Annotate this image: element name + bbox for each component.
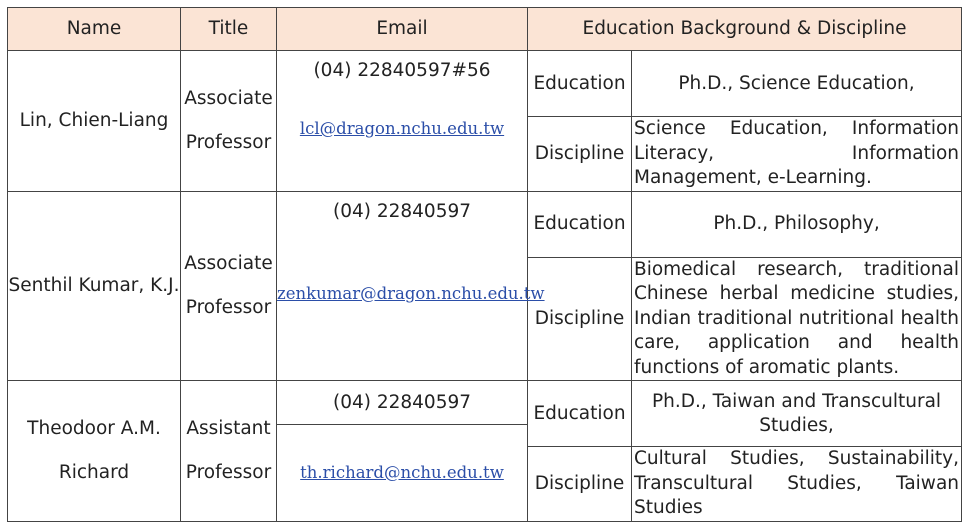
title-line: Associate xyxy=(184,87,273,109)
header-row xyxy=(8,8,962,51)
title-line: Professor xyxy=(185,461,272,483)
phone-number: (04) 22840597 xyxy=(332,200,472,222)
education-label: Education xyxy=(528,51,632,117)
faculty-name: Lin, Chien-Liang xyxy=(8,51,181,192)
faculty-title xyxy=(181,191,277,381)
faculty-table xyxy=(7,7,962,522)
email-cell xyxy=(277,425,528,522)
discipline-label: Discipline xyxy=(528,447,632,522)
title-line: Professor xyxy=(185,131,272,153)
faculty-title xyxy=(181,51,277,192)
table-row xyxy=(8,381,962,425)
email-link[interactable]: th.richard@nchu.edu.tw xyxy=(300,462,504,482)
contact-cell xyxy=(277,191,545,381)
discipline-label: Discipline xyxy=(528,257,632,381)
title-line: Professor xyxy=(185,296,272,318)
email-link[interactable]: lcl@dragon.nchu.edu.tw xyxy=(299,119,505,138)
faculty-title xyxy=(181,381,277,522)
header-title: Title xyxy=(181,8,277,51)
title-line: Assistant xyxy=(186,417,271,439)
discipline-value: Cultural Studies, Sustainability, Transcultural Studies, Taiwan Studies xyxy=(632,447,962,522)
education-value: Ph.D., Taiwan and Transcultural Studies, xyxy=(632,381,962,447)
email-link[interactable]: zenkumar@dragon.nchu.edu.tw xyxy=(277,283,545,303)
table-row xyxy=(8,51,962,117)
name-line: Richard xyxy=(58,461,130,483)
name-line: Theodoor A.M. xyxy=(27,417,161,439)
education-value: Ph.D., Philosophy, xyxy=(632,191,962,257)
header-education-discipline: Education Background & Discipline xyxy=(528,8,962,51)
discipline-value: Science Education, Information Literacy, Information Management, e-Learning. xyxy=(632,117,962,192)
discipline-label: Discipline xyxy=(528,117,632,192)
table-row xyxy=(8,191,962,257)
faculty-name: Senthil Kumar, K.J. xyxy=(8,191,181,381)
header-email: Email xyxy=(277,8,528,51)
header-name: Name xyxy=(8,8,181,51)
education-label: Education xyxy=(528,191,632,257)
education-value: Ph.D., Science Education, xyxy=(632,51,962,117)
education-label: Education xyxy=(528,381,632,447)
phone-number: (04) 22840597#56 xyxy=(313,60,491,81)
title-line: Associate xyxy=(184,252,273,274)
faculty-name xyxy=(8,381,181,522)
contact-cell xyxy=(277,51,528,192)
phone-number: (04) 22840597 xyxy=(277,381,528,425)
discipline-value: Biomedical research, traditional Chinese herbal medicine studies, Indian traditional nutritional health care, application and health functions of aromatic plants. xyxy=(632,257,962,381)
